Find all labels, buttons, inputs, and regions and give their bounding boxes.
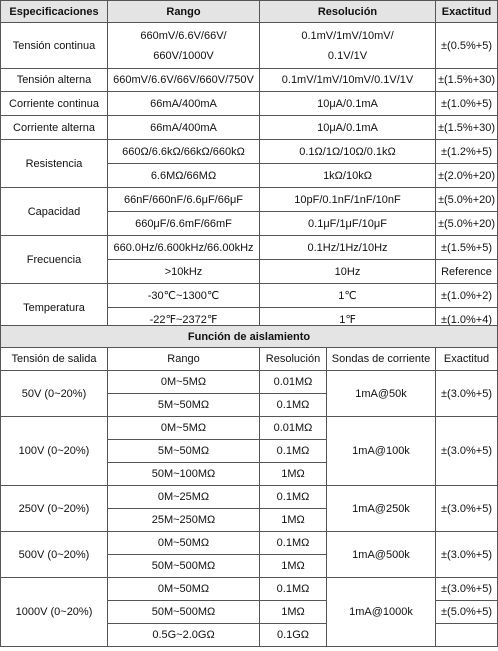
output-voltage: 1000V (0~20%) <box>1 578 108 647</box>
insulation-resolution: 0.1MΩ <box>260 394 327 417</box>
spec-range: -22℉~2372℉ <box>108 308 260 332</box>
spec-range: 66mA/400mA <box>108 92 260 116</box>
spec-resolution: 0.1mV/1mV/10mV/0.1V/1V <box>260 69 436 92</box>
spec-row <box>1 92 498 116</box>
spec-accuracy: ±(1.5%+30) <box>436 116 498 140</box>
spec-accuracy: ±(1.0%+5) <box>436 92 498 116</box>
spec-name: Temperatura <box>1 284 108 332</box>
insulation-range: 0M~5MΩ <box>108 417 260 440</box>
spec-accuracy: ±(5.0%+20) <box>436 212 498 236</box>
insulation-resolution: 0.1MΩ <box>260 440 327 463</box>
insulation-range: 50M~500MΩ <box>108 601 260 624</box>
spec-range: 660Ω/6.6kΩ/66kΩ/660kΩ <box>108 140 260 164</box>
insulation-accuracy: ±(3.0%+5) <box>436 486 498 532</box>
output-voltage: 500V (0~20%) <box>1 532 108 578</box>
spec-accuracy: ±(1.0%+4) <box>436 308 498 332</box>
insulation-range: 0M~25MΩ <box>108 486 260 509</box>
insulation-table <box>0 325 498 647</box>
current-probe: 1mA@50k <box>327 371 436 417</box>
insulation-accuracy <box>436 624 498 647</box>
output-voltage: 100V (0~20%) <box>1 417 108 486</box>
spec-resolution: 10Hz <box>260 260 436 284</box>
spec-name: Frecuencia <box>1 236 108 284</box>
spec-resolution: 10μA/0.1mA <box>260 92 436 116</box>
spec-accuracy: ±(0.5%+5) <box>436 23 498 69</box>
spec-name: Tensión continua <box>1 23 108 69</box>
spec-resolution: 10pF/0.1nF/1nF/10nF <box>260 188 436 212</box>
insulation-resolution: 0.01MΩ <box>260 371 327 394</box>
spec-resolution: 0.1Ω/1Ω/10Ω/0.1kΩ <box>260 140 436 164</box>
spec-range: 66nF/660nF/6.6μF/66μF <box>108 188 260 212</box>
insulation-resolution: 1MΩ <box>260 555 327 578</box>
insulation-resolution: 1MΩ <box>260 463 327 486</box>
column-header: Sondas de corriente <box>327 348 436 371</box>
spec-name: Corriente continua <box>1 92 108 116</box>
insulation-resolution: 0.1MΩ <box>260 578 327 601</box>
spec-row <box>1 23 498 69</box>
spec-resolution: 10μA/0.1mA <box>260 116 436 140</box>
spec-range: 6.6MΩ/66MΩ <box>108 164 260 188</box>
insulation-title-row <box>1 326 498 348</box>
spec-accuracy: Reference <box>436 260 498 284</box>
spec-row <box>1 188 498 212</box>
spec-range: 660mV/6.6V/66V/ 660V/1000V <box>108 23 260 69</box>
spec-resolution: 0.1μF/1μF/10μF <box>260 212 436 236</box>
insulation-row <box>1 532 498 555</box>
current-probe: 1mA@1000k <box>327 578 436 647</box>
output-voltage: 250V (0~20%) <box>1 486 108 532</box>
spec-row <box>1 284 498 308</box>
spec-range: 66mA/400mA <box>108 116 260 140</box>
insulation-range: 50M~500MΩ <box>108 555 260 578</box>
spec-resolution: 0.1Hz/1Hz/10Hz <box>260 236 436 260</box>
insulation-resolution: 0.1MΩ <box>260 486 327 509</box>
spec-resolution: 1℃ <box>260 284 436 308</box>
insulation-resolution: 1MΩ <box>260 601 327 624</box>
column-header: Resolución <box>260 348 327 371</box>
insulation-title: Función de aislamiento <box>1 326 498 348</box>
spec-header-row <box>1 1 498 23</box>
insulation-row <box>1 371 498 394</box>
spec-accuracy: ±(1.5%+30) <box>436 69 498 92</box>
insulation-range: 5M~50MΩ <box>108 394 260 417</box>
current-probe: 1mA@250k <box>327 486 436 532</box>
current-probe: 1mA@100k <box>327 417 436 486</box>
spec-name: Tensión alterna <box>1 69 108 92</box>
insulation-range: 0M~5MΩ <box>108 371 260 394</box>
spec-range: -30℃~1300℃ <box>108 284 260 308</box>
insulation-resolution: 1MΩ <box>260 509 327 532</box>
spec-resolution: 0.1mV/1mV/10mV/ 0.1V/1V <box>260 23 436 69</box>
spec-resolution: 1kΩ/10kΩ <box>260 164 436 188</box>
spec-name: Resistencia <box>1 140 108 188</box>
spec-accuracy: ±(1.5%+5) <box>436 236 498 260</box>
insulation-row <box>1 486 498 509</box>
insulation-accuracy: ±(3.0%+5) <box>436 578 498 601</box>
insulation-row <box>1 417 498 440</box>
spec-accuracy: ±(1.2%+5) <box>436 140 498 164</box>
spec-range: 660mV/6.6V/66V/660V/750V <box>108 69 260 92</box>
output-voltage: 50V (0~20%) <box>1 371 108 417</box>
column-header: Exactitud <box>436 1 498 23</box>
spec-range: 660μF/6.6mF/66mF <box>108 212 260 236</box>
insulation-row <box>1 578 498 601</box>
insulation-range: 0.5G~2.0GΩ <box>108 624 260 647</box>
spec-range: 660.0Hz/6.600kHz/66.00kHz <box>108 236 260 260</box>
insulation-accuracy: ±(3.0%+5) <box>436 417 498 486</box>
spec-row <box>1 140 498 164</box>
insulation-range: 0M~50MΩ <box>108 578 260 601</box>
spec-row <box>1 116 498 140</box>
column-header: Exactitud <box>436 348 498 371</box>
spec-row <box>1 69 498 92</box>
spec-range: >10kHz <box>108 260 260 284</box>
column-header: Rango <box>108 348 260 371</box>
insulation-range: 50M~100MΩ <box>108 463 260 486</box>
insulation-header-row <box>1 348 498 371</box>
column-header: Resolución <box>260 1 436 23</box>
spec-accuracy: ±(2.0%+20) <box>436 164 498 188</box>
spec-row <box>1 236 498 260</box>
insulation-accuracy: ±(3.0%+5) <box>436 371 498 417</box>
insulation-resolution: 0.1GΩ <box>260 624 327 647</box>
column-header: Tensión de salida <box>1 348 108 371</box>
spec-accuracy: ±(5.0%+20) <box>436 188 498 212</box>
insulation-accuracy: ±(5.0%+5) <box>436 601 498 624</box>
spec-name: Capacidad <box>1 188 108 236</box>
spec-name: Corriente alterna <box>1 116 108 140</box>
insulation-range: 25M~250MΩ <box>108 509 260 532</box>
insulation-resolution: 0.1MΩ <box>260 532 327 555</box>
insulation-range: 0M~50MΩ <box>108 532 260 555</box>
insulation-accuracy: ±(3.0%+5) <box>436 532 498 578</box>
spec-accuracy: ±(1.0%+2) <box>436 284 498 308</box>
column-header: Rango <box>108 1 260 23</box>
spec-resolution: 1℉ <box>260 308 436 332</box>
insulation-range: 5M~50MΩ <box>108 440 260 463</box>
current-probe: 1mA@500k <box>327 532 436 578</box>
column-header: Especificaciones <box>1 1 108 23</box>
insulation-resolution: 0.01MΩ <box>260 417 327 440</box>
